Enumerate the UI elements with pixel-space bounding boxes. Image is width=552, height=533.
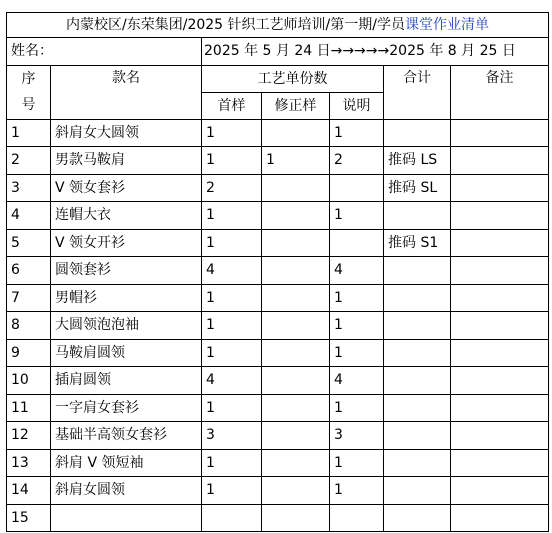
cell-first-sample[interactable]: 1 bbox=[202, 339, 262, 367]
cell-description[interactable]: 1 bbox=[330, 284, 384, 312]
cell-no[interactable]: 5 bbox=[7, 229, 51, 257]
cell-description[interactable]: 1 bbox=[330, 477, 384, 505]
table-row bbox=[7, 504, 549, 532]
cell-remarks[interactable] bbox=[451, 284, 549, 312]
cell-total[interactable] bbox=[384, 119, 451, 147]
cell-total[interactable]: 推码 SL bbox=[384, 174, 451, 202]
cell-no[interactable]: 3 bbox=[7, 174, 51, 202]
cell-style-name[interactable]: 斜肩 V 领短袖 bbox=[51, 449, 202, 477]
cell-description[interactable] bbox=[330, 174, 384, 202]
cell-first-sample[interactable]: 1 bbox=[202, 477, 262, 505]
cell-first-sample[interactable]: 4 bbox=[202, 367, 262, 395]
table-row bbox=[7, 422, 549, 450]
cell-no[interactable]: 8 bbox=[7, 312, 51, 340]
cell-total[interactable] bbox=[384, 477, 451, 505]
cell-total[interactable] bbox=[384, 449, 451, 477]
cell-style-name[interactable]: 大圆领泡泡袖 bbox=[51, 312, 202, 340]
cell-revised-sample[interactable] bbox=[262, 367, 330, 395]
cell-total[interactable] bbox=[384, 422, 451, 450]
cell-remarks[interactable] bbox=[451, 257, 549, 285]
cell-style-name[interactable]: 男帽衫 bbox=[51, 284, 202, 312]
cell-remarks[interactable] bbox=[451, 422, 549, 450]
cell-description[interactable]: 1 bbox=[330, 449, 384, 477]
cell-no[interactable]: 2 bbox=[7, 147, 51, 175]
table-row bbox=[7, 367, 549, 395]
cell-first-sample[interactable]: 2 bbox=[202, 174, 262, 202]
header-description: 说明 bbox=[330, 92, 384, 119]
cell-description[interactable]: 1 bbox=[330, 119, 384, 147]
header-seq-line1: 序 bbox=[21, 71, 36, 87]
cell-description[interactable]: 3 bbox=[330, 422, 384, 450]
sheet-title bbox=[7, 13, 549, 38]
header-seq-line2: 号 bbox=[21, 97, 36, 113]
cell-description[interactable]: 1 bbox=[330, 394, 384, 422]
title-row bbox=[7, 13, 549, 38]
cell-revised-sample[interactable] bbox=[262, 174, 330, 202]
cell-revised-sample[interactable] bbox=[262, 394, 330, 422]
cell-total[interactable] bbox=[384, 312, 451, 340]
title-main: 内蒙校区/东荣集团/2025 针织工艺师培训/第一期/学员 bbox=[66, 17, 405, 33]
cell-style-name[interactable]: 斜肩女大圆领 bbox=[51, 119, 202, 147]
date-range: 2025 年 5 月 24 日→→→→→2025 年 8 月 25 日 bbox=[202, 38, 549, 66]
table-row bbox=[7, 477, 549, 505]
cell-no[interactable]: 10 bbox=[7, 367, 51, 395]
header-style-name: 款名 bbox=[51, 65, 202, 119]
cell-first-sample[interactable]: 1 bbox=[202, 202, 262, 230]
cell-no[interactable]: 11 bbox=[7, 394, 51, 422]
cell-revised-sample[interactable] bbox=[262, 119, 330, 147]
cell-no[interactable]: 12 bbox=[7, 422, 51, 450]
assignment-list-table bbox=[6, 12, 549, 532]
table-row bbox=[7, 394, 549, 422]
cell-no[interactable]: 1 bbox=[7, 119, 51, 147]
cell-total[interactable] bbox=[384, 367, 451, 395]
cell-first-sample[interactable] bbox=[202, 504, 262, 532]
cell-revised-sample[interactable] bbox=[262, 257, 330, 285]
cell-revised-sample[interactable] bbox=[262, 449, 330, 477]
cell-first-sample[interactable]: 1 bbox=[202, 284, 262, 312]
cell-revised-sample[interactable] bbox=[262, 477, 330, 505]
cell-remarks[interactable] bbox=[451, 504, 549, 532]
cell-first-sample[interactable]: 1 bbox=[202, 312, 262, 340]
cell-remarks[interactable] bbox=[451, 394, 549, 422]
cell-description[interactable]: 1 bbox=[330, 312, 384, 340]
cell-revised-sample[interactable] bbox=[262, 229, 330, 257]
cell-style-name[interactable]: 插肩圆领 bbox=[51, 367, 202, 395]
cell-revised-sample[interactable] bbox=[262, 504, 330, 532]
table-row bbox=[7, 312, 549, 340]
cell-no[interactable]: 13 bbox=[7, 449, 51, 477]
cell-total[interactable]: 推码 S1 bbox=[384, 229, 451, 257]
cell-description[interactable]: 2 bbox=[330, 147, 384, 175]
cell-revised-sample[interactable] bbox=[262, 284, 330, 312]
table-row bbox=[7, 147, 549, 175]
cell-description[interactable]: 1 bbox=[330, 202, 384, 230]
cell-style-name[interactable]: 斜肩女圆领 bbox=[51, 477, 202, 505]
cell-remarks[interactable] bbox=[451, 202, 549, 230]
header-total: 合计 bbox=[384, 65, 451, 119]
cell-remarks[interactable] bbox=[451, 312, 549, 340]
cell-description[interactable] bbox=[330, 504, 384, 532]
cell-remarks[interactable] bbox=[451, 147, 549, 175]
cell-total[interactable] bbox=[384, 202, 451, 230]
cell-remarks[interactable] bbox=[451, 367, 549, 395]
table-row bbox=[7, 119, 549, 147]
header-group: 工艺单份数 bbox=[202, 65, 384, 92]
cell-total[interactable] bbox=[384, 339, 451, 367]
cell-first-sample[interactable]: 1 bbox=[202, 449, 262, 477]
cell-revised-sample[interactable]: 1 bbox=[262, 147, 330, 175]
cell-total[interactable] bbox=[384, 504, 451, 532]
cell-no[interactable]: 14 bbox=[7, 477, 51, 505]
title-highlight: 课堂作业清单 bbox=[404, 17, 489, 33]
header-row-1 bbox=[7, 65, 549, 92]
cell-revised-sample[interactable] bbox=[262, 312, 330, 340]
cell-style-name[interactable]: V 领女套衫 bbox=[51, 174, 202, 202]
cell-first-sample[interactable]: 1 bbox=[202, 147, 262, 175]
name-label[interactable]: 姓名： bbox=[7, 38, 202, 66]
header-seq bbox=[7, 65, 51, 119]
table-row bbox=[7, 284, 549, 312]
cell-remarks[interactable] bbox=[451, 477, 549, 505]
cell-no[interactable]: 7 bbox=[7, 284, 51, 312]
cell-description[interactable] bbox=[330, 229, 384, 257]
cell-description[interactable]: 4 bbox=[330, 367, 384, 395]
cell-first-sample[interactable]: 3 bbox=[202, 422, 262, 450]
header-first-sample: 首样 bbox=[202, 92, 262, 119]
cell-style-name[interactable]: V 领女开衫 bbox=[51, 229, 202, 257]
table-row bbox=[7, 229, 549, 257]
cell-total[interactable]: 推码 LS bbox=[384, 147, 451, 175]
cell-total[interactable] bbox=[384, 394, 451, 422]
cell-style-name[interactable] bbox=[51, 504, 202, 532]
name-row bbox=[7, 38, 549, 66]
cell-remarks[interactable] bbox=[451, 339, 549, 367]
cell-total[interactable] bbox=[384, 284, 451, 312]
table-row bbox=[7, 257, 549, 285]
cell-remarks[interactable] bbox=[451, 449, 549, 477]
cell-total[interactable] bbox=[384, 257, 451, 285]
table-row bbox=[7, 339, 549, 367]
cell-style-name[interactable]: 圆领套衫 bbox=[51, 257, 202, 285]
cell-first-sample[interactable]: 1 bbox=[202, 394, 262, 422]
cell-first-sample[interactable]: 1 bbox=[202, 229, 262, 257]
table-row bbox=[7, 174, 549, 202]
cell-remarks[interactable] bbox=[451, 119, 549, 147]
cell-style-name[interactable]: 连帽大衣 bbox=[51, 202, 202, 230]
cell-first-sample[interactable]: 1 bbox=[202, 119, 262, 147]
cell-revised-sample[interactable] bbox=[262, 339, 330, 367]
cell-description[interactable]: 1 bbox=[330, 339, 384, 367]
table-row bbox=[7, 449, 549, 477]
cell-no[interactable]: 9 bbox=[7, 339, 51, 367]
cell-style-name[interactable]: 基础半高领女套衫 bbox=[51, 422, 202, 450]
cell-revised-sample[interactable] bbox=[262, 202, 330, 230]
cell-style-name[interactable]: 男款马鞍肩 bbox=[51, 147, 202, 175]
cell-style-name[interactable]: 一字肩女套衫 bbox=[51, 394, 202, 422]
cell-no[interactable]: 4 bbox=[7, 202, 51, 230]
cell-revised-sample[interactable] bbox=[262, 422, 330, 450]
cell-remarks[interactable] bbox=[451, 229, 549, 257]
header-remarks: 备注 bbox=[451, 65, 549, 119]
cell-first-sample[interactable]: 4 bbox=[202, 257, 262, 285]
header-revised-sample: 修正样 bbox=[262, 92, 330, 119]
table-row bbox=[7, 202, 549, 230]
cell-no[interactable]: 15 bbox=[7, 504, 51, 532]
cell-style-name[interactable]: 马鞍肩圆领 bbox=[51, 339, 202, 367]
cell-no[interactable]: 6 bbox=[7, 257, 51, 285]
cell-description[interactable]: 4 bbox=[330, 257, 384, 285]
cell-remarks[interactable] bbox=[451, 174, 549, 202]
